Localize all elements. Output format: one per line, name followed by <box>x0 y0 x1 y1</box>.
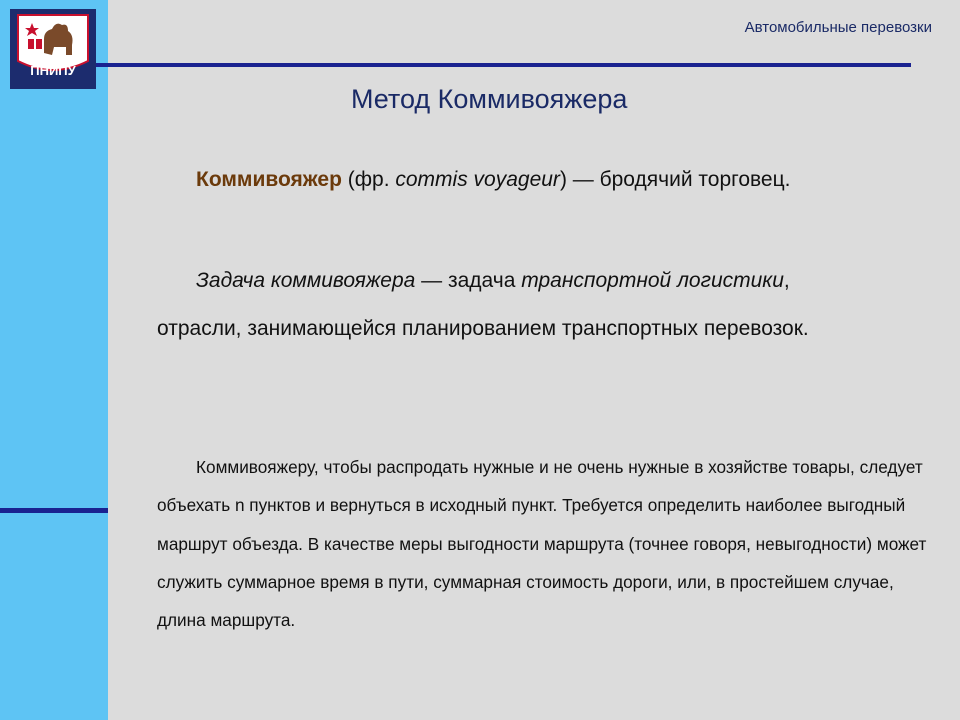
definition-text: (фр. <box>341 168 396 191</box>
description-text: Коммивояжеру, чтобы распродать нужные и не очень нужные в хозяйстве товары, следует объехать n пунктов и вернуться в исходный пункт. Требуется определить наиболее выгодный маршрут объезда. В качестве меры выгодности маршрута (точнее говоря, невыгодности) может служить суммарное время в пути, суммарная стоимость дороги, или, в простейшем случае, длина маршрута. <box>157 457 927 631</box>
university-logo <box>10 9 96 89</box>
task-term: Задача коммивояжера <box>196 269 416 292</box>
definition-paragraph <box>157 156 857 204</box>
left-sidebar-panel <box>0 0 108 720</box>
sidebar-divider <box>0 508 108 513</box>
task-rest: , отрасли, занимающейся планированием транспортных перевозок. <box>157 269 809 340</box>
slide-title: Метод Коммивояжера <box>351 84 628 114</box>
task-paragraph <box>157 257 857 353</box>
etymology: commis voyageur <box>395 168 560 191</box>
header-rule <box>96 63 911 67</box>
bear-emblem-icon <box>10 9 96 89</box>
section-title: Автомобильные перевозки <box>744 19 932 36</box>
task-text: — задача <box>415 269 522 292</box>
term: Коммивояжер <box>196 168 342 191</box>
description-paragraph <box>157 448 937 639</box>
logistics-term: транспортной логистики <box>521 269 784 292</box>
definition-rest: ) — бродячий торговец. <box>559 168 791 191</box>
svg-text:ПНИПУ: ПНИПУ <box>30 63 76 78</box>
